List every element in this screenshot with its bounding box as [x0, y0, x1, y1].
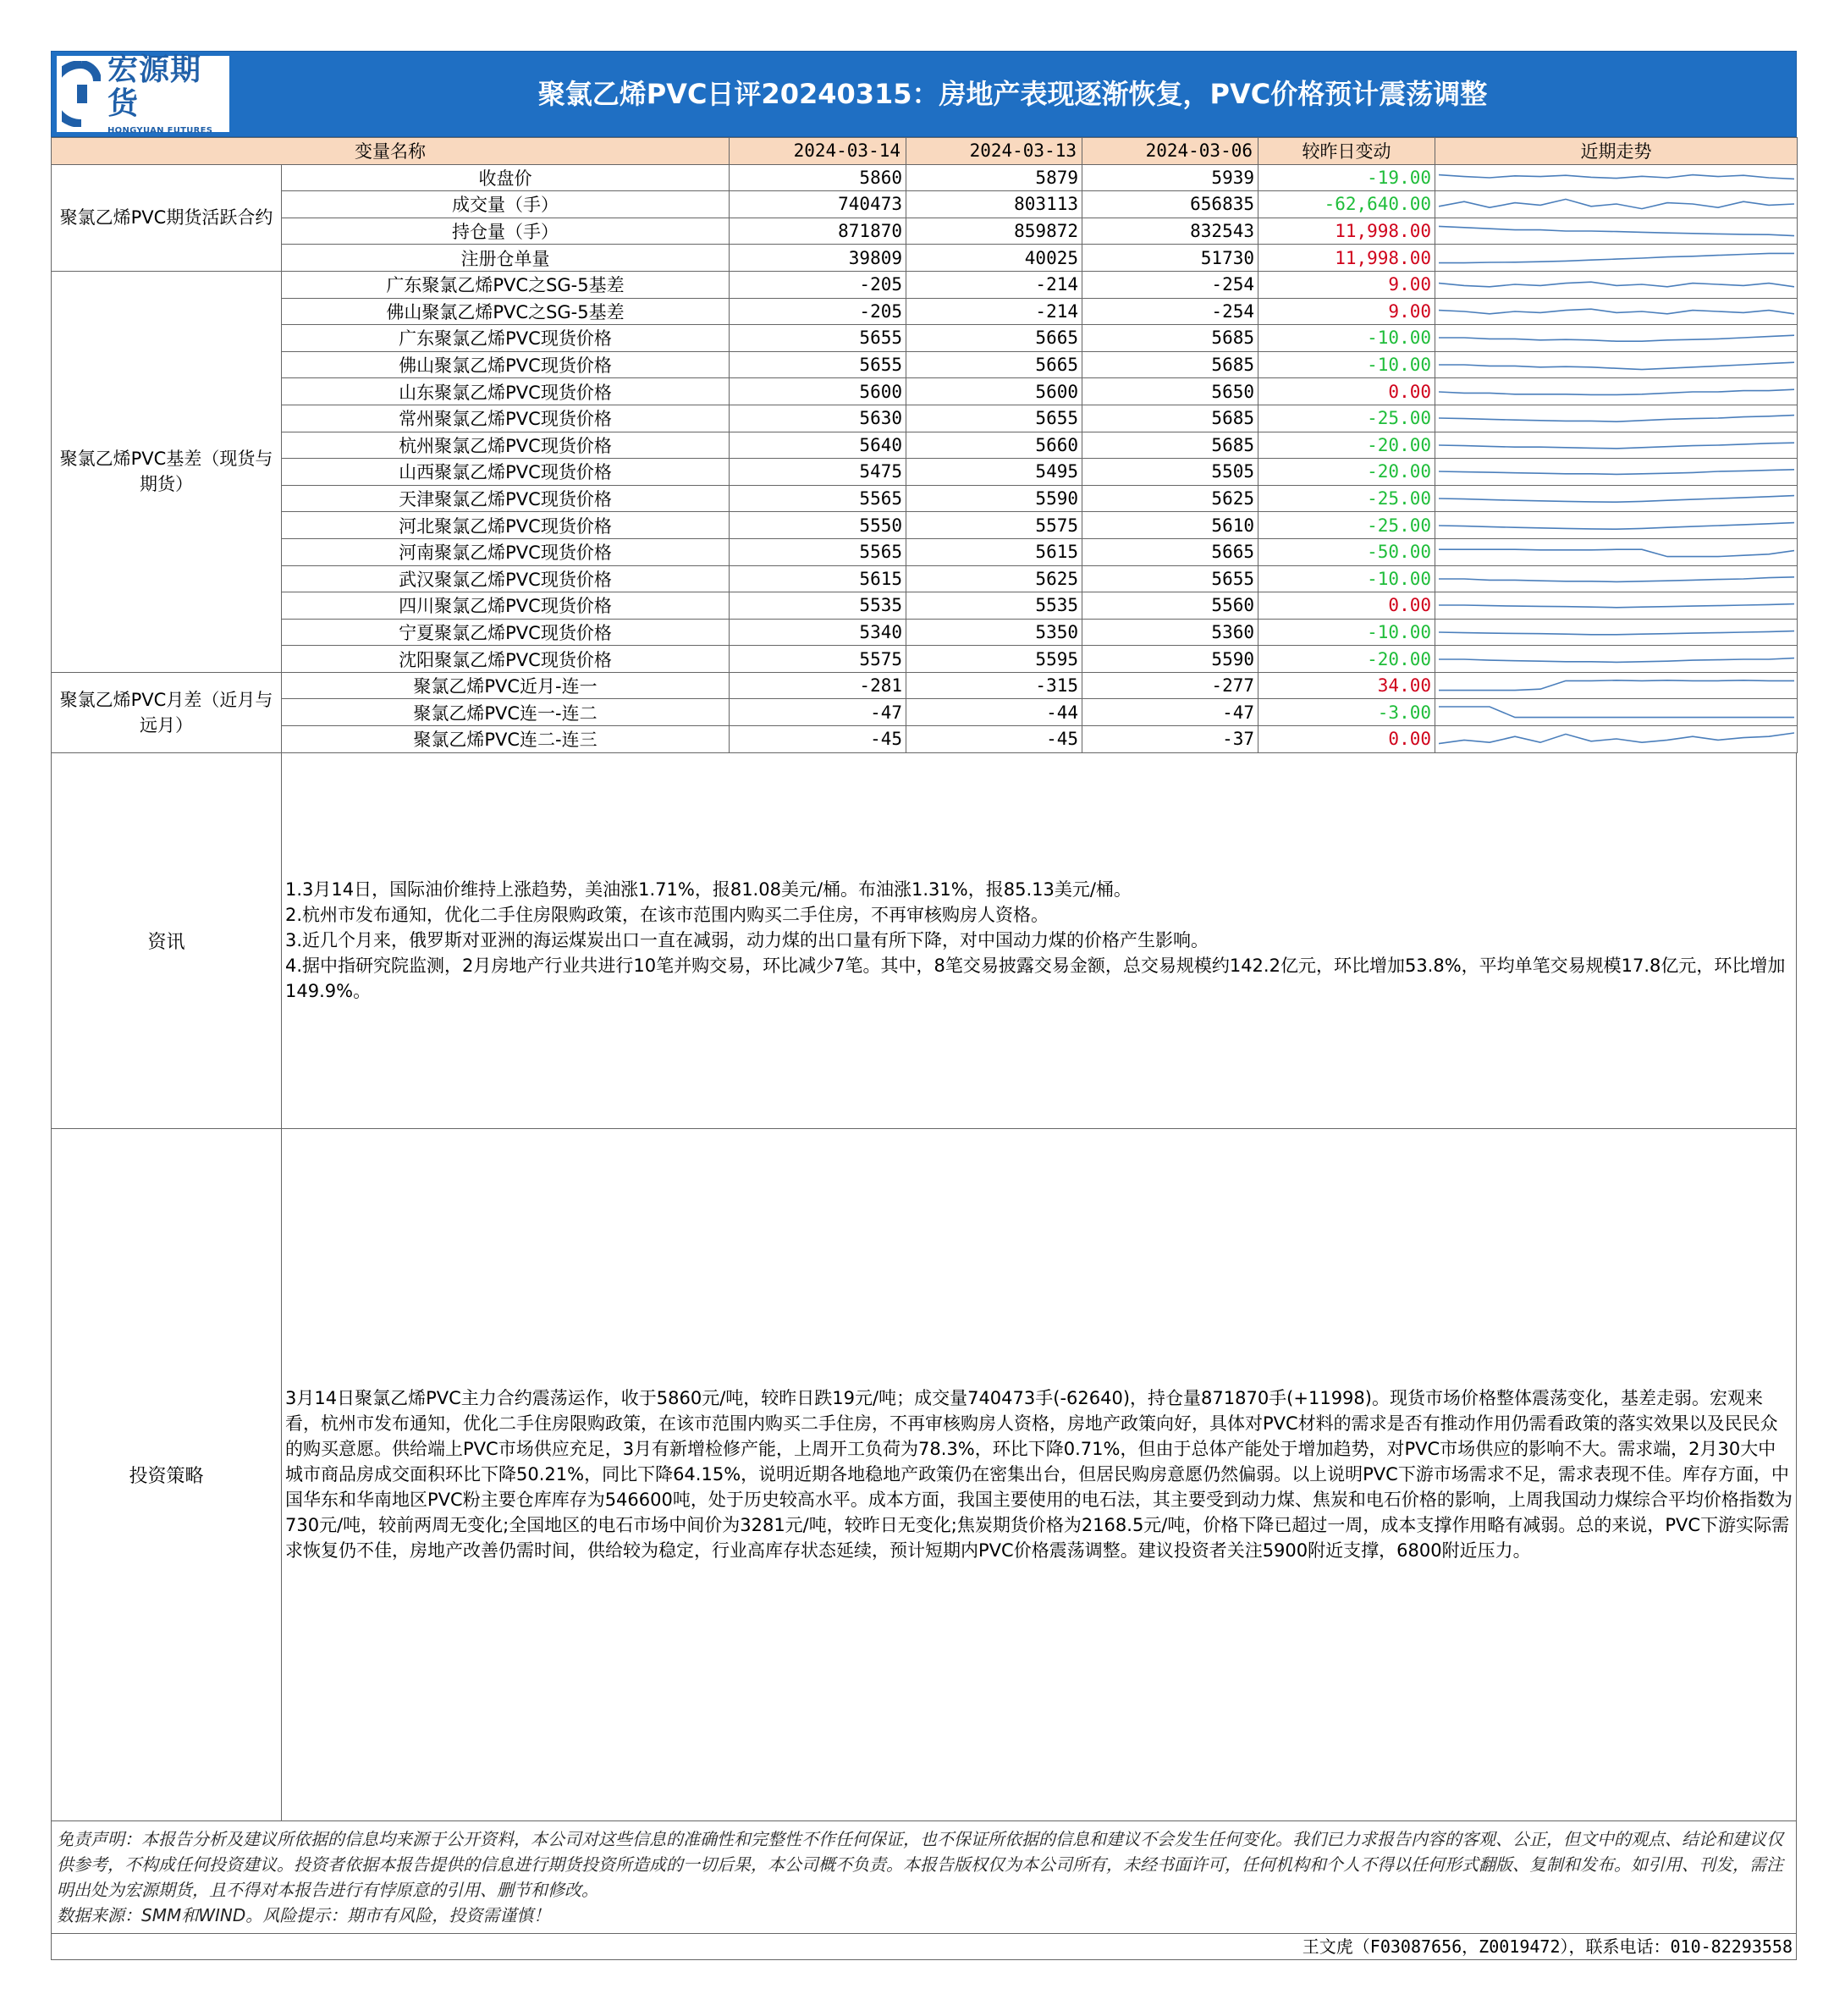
- row-name: 山西聚氯乙烯PVC现货价格: [282, 459, 730, 486]
- row-name: 沈阳聚氯乙烯PVC现货价格: [282, 646, 730, 673]
- value-date-2: 5879: [906, 164, 1082, 191]
- value-date-2: 5595: [906, 646, 1082, 673]
- news-item: 1.3月14日，国际油价维持上涨趋势，美油涨1.71%，报81.08美元/桶。布油涨1.31%，报85.13美元/桶。: [285, 879, 1132, 901]
- col-header-date-3: 2024-03-06: [1082, 138, 1258, 165]
- value-change: -25.00: [1258, 512, 1435, 539]
- value-date-1: 39809: [730, 245, 906, 272]
- value-change: 9.00: [1258, 298, 1435, 325]
- trend-line: [1439, 733, 1794, 744]
- trend-line: [1439, 253, 1794, 262]
- table-row: [52, 512, 1798, 539]
- trend-sparkline: [1435, 351, 1798, 378]
- value-date-1: 5535: [730, 592, 906, 620]
- trend-sparkline: [1435, 646, 1798, 673]
- value-date-3: -277: [1082, 672, 1258, 699]
- value-date-3: 5625: [1082, 485, 1258, 512]
- news-item: 4.据中指研究院监测，2月房地产行业共进行10笔并购交易，环比减少7笔。其中，8笔交易披露交易金额，总交易规模约142.2亿元，环比增加53.8%，平均单笔交易规模17.8亿元，环比增加149.9%。: [285, 956, 1786, 1002]
- table-row: [52, 164, 1798, 191]
- value-date-1: -205: [730, 271, 906, 298]
- value-change: 9.00: [1258, 271, 1435, 298]
- value-date-2: 5600: [906, 378, 1082, 405]
- value-date-2: -315: [906, 672, 1082, 699]
- value-date-1: -45: [730, 726, 906, 753]
- table-row: [52, 699, 1798, 726]
- value-date-1: 5565: [730, 538, 906, 565]
- value-date-2: 5660: [906, 432, 1082, 459]
- trend-sparkline: [1435, 325, 1798, 352]
- col-header-change: 较昨日变动: [1258, 138, 1435, 165]
- row-name: 四川聚氯乙烯PVC现货价格: [282, 592, 730, 620]
- trend-sparkline: [1435, 699, 1798, 726]
- value-date-2: 5350: [906, 619, 1082, 646]
- table-row: [52, 619, 1798, 646]
- trend-line: [1439, 309, 1794, 314]
- value-date-2: -45: [906, 726, 1082, 753]
- trend-sparkline: [1435, 672, 1798, 699]
- news-item: 3.近几个月来，俄罗斯对亚洲的海运煤炭出口一直在减弱，动力煤的出口量有所下降，对中国动力煤的价格产生影响。: [285, 930, 1209, 951]
- value-date-2: 5590: [906, 485, 1082, 512]
- table-row: [52, 378, 1798, 405]
- indicator-table: [51, 137, 1798, 753]
- value-date-2: 40025: [906, 245, 1082, 272]
- trend-line: [1439, 389, 1794, 394]
- row-name: 广东聚氯乙烯PVC之SG-5基差: [282, 271, 730, 298]
- row-name: 杭州聚氯乙烯PVC现货价格: [282, 432, 730, 459]
- row-name: 宁夏聚氯乙烯PVC现货价格: [282, 619, 730, 646]
- strategy-section: [51, 1129, 1797, 1821]
- value-date-1: 5565: [730, 485, 906, 512]
- strategy-content: [285, 1385, 1793, 1563]
- group-label: 聚氯乙烯PVC期货活跃合约: [52, 164, 282, 271]
- trend-line: [1439, 470, 1794, 475]
- table-row: [52, 646, 1798, 673]
- value-change: -10.00: [1258, 565, 1435, 592]
- trend-sparkline: [1435, 218, 1798, 245]
- value-date-3: 5685: [1082, 351, 1258, 378]
- trend-sparkline: [1435, 298, 1798, 325]
- value-change: -10.00: [1258, 325, 1435, 352]
- value-date-1: 740473: [730, 191, 906, 218]
- row-name: 天津聚氯乙烯PVC现货价格: [282, 485, 730, 512]
- value-change: -10.00: [1258, 351, 1435, 378]
- value-date-3: 5685: [1082, 405, 1258, 432]
- value-change: -20.00: [1258, 459, 1435, 486]
- table-row: [52, 191, 1798, 218]
- value-change: -20.00: [1258, 646, 1435, 673]
- report-sheet: [51, 51, 1797, 1960]
- trend-line: [1439, 226, 1794, 235]
- trend-line: [1439, 336, 1794, 342]
- row-name: 收盘价: [282, 164, 730, 191]
- value-change: -19.00: [1258, 164, 1435, 191]
- value-change: -25.00: [1258, 405, 1435, 432]
- trend-sparkline: [1435, 191, 1798, 218]
- trend-sparkline: [1435, 565, 1798, 592]
- trend-sparkline: [1435, 378, 1798, 405]
- value-date-1: 5630: [730, 405, 906, 432]
- value-date-3: -254: [1082, 298, 1258, 325]
- value-date-1: 5860: [730, 164, 906, 191]
- row-name: 聚氯乙烯PVC近月-连一: [282, 672, 730, 699]
- value-change: -10.00: [1258, 619, 1435, 646]
- trend-sparkline: [1435, 405, 1798, 432]
- trend-line: [1439, 200, 1794, 209]
- value-change: -25.00: [1258, 485, 1435, 512]
- value-date-1: 871870: [730, 218, 906, 245]
- analyst-contact: 王文虎（F03087656，Z0019472），联系电话：010-82293558: [51, 1933, 1797, 1960]
- trend-sparkline: [1435, 538, 1798, 565]
- trend-line: [1439, 604, 1794, 608]
- company-logo: [57, 52, 229, 135]
- value-date-3: -47: [1082, 699, 1258, 726]
- trend-sparkline: [1435, 726, 1798, 753]
- group-label: 聚氯乙烯PVC月差（近月与远月）: [52, 672, 282, 752]
- trend-sparkline: [1435, 164, 1798, 191]
- value-date-1: -281: [730, 672, 906, 699]
- value-date-1: 5655: [730, 351, 906, 378]
- value-date-3: -254: [1082, 271, 1258, 298]
- value-date-2: 5535: [906, 592, 1082, 620]
- row-name: 持仓量（手）: [282, 218, 730, 245]
- trend-sparkline: [1435, 619, 1798, 646]
- value-date-3: 5939: [1082, 164, 1258, 191]
- trend-line: [1439, 443, 1794, 449]
- row-name: 武汉聚氯乙烯PVC现货价格: [282, 565, 730, 592]
- value-change: 0.00: [1258, 592, 1435, 620]
- news-item: 2.杭州市发布通知，优化二手住房限购政策，在该市范围内购买二手住房，不再审核购房人资格。: [285, 905, 1049, 926]
- news-label: 资讯: [52, 753, 282, 1128]
- value-date-3: -37: [1082, 726, 1258, 753]
- trend-line: [1439, 174, 1794, 179]
- trend-line: [1439, 282, 1794, 287]
- row-name: 聚氯乙烯PVC连二-连三: [282, 726, 730, 753]
- col-header-trend: 近期走势: [1435, 138, 1798, 165]
- trend-line: [1439, 549, 1794, 556]
- value-date-2: 5665: [906, 325, 1082, 352]
- logo-mark-icon: [62, 61, 101, 127]
- value-date-3: 5685: [1082, 325, 1258, 352]
- value-date-3: 832543: [1082, 218, 1258, 245]
- table-row: [52, 459, 1798, 486]
- table-row: [52, 298, 1798, 325]
- news-section: [51, 753, 1797, 1129]
- row-name: 河南聚氯乙烯PVC现货价格: [282, 538, 730, 565]
- trend-sparkline: [1435, 459, 1798, 486]
- value-date-1: 5575: [730, 646, 906, 673]
- trend-line: [1439, 362, 1794, 369]
- value-date-2: -214: [906, 271, 1082, 298]
- trend-line: [1439, 658, 1794, 662]
- col-header-date-2: 2024-03-13: [906, 138, 1082, 165]
- trend-line: [1439, 416, 1794, 422]
- strategy-text: 3月14日聚氯乙烯PVC主力合约震荡运作，收于5860元/吨，较昨日跌19元/吨；成交量740473手(-62640)，持仓量871870手(+11998)。现货市场价格整体震荡变化，基差走弱。宏观来看，杭州市发布通知，优化二手住房限购政策，在该市范围内购买二手住房，不再审核购房人资格，房地产政策向好，具体对PVC材料的需求是否有推动作用仍需看政策的落实效果以及民民众的购买意愿。供给端上PVC市场供应充足，3月有新增检修产能，上周开工负荷为78.3%，环比下降0.71%，但由于总体产能处于增加趋势，对PVC市场供应的影响不大。需求端，2月30大中城市商品房成交面积环比下降50.21%，同比下降64.15%，说明近期各地稳地产政策仍在密集出台，但居民购房意愿仍然偏弱。以上说明PVC下游市场需求不足，需求表现不佳。库存方面，中国华东和华南地区PVC粉主要仓库库存为546600吨，处于历史较高水平。成本方面，我国主要使用的电石法，其主要受到动力煤、焦炭和电石价格的影响，上周我国动力煤综合平均价格指数为730元/吨，较前两周无变化;全国地区的电石市场中间价为3281元/吨，较昨日无变化;焦炭期货价格为2168.5元/吨，价格下降已超过一周，成本支撑作用略有减弱。总的来说，PVC下游实际需求恢复仍不佳，房地产改善仍需时间，供给较为稳定，行业高库存状态延续，预计短期内PVC价格震荡调整。建议投资者关注5900附近支撑，6800附近压力。: [285, 1388, 1793, 1562]
- value-change: 0.00: [1258, 726, 1435, 753]
- report-title: 聚氯乙烯PVC日评20240315：房地产表现逐渐恢复，PVC价格预计震荡调整: [537, 78, 1488, 110]
- trend-sparkline: [1435, 512, 1798, 539]
- value-date-3: 5685: [1082, 432, 1258, 459]
- trend-sparkline: [1435, 485, 1798, 512]
- value-date-1: 5640: [730, 432, 906, 459]
- value-date-1: -47: [730, 699, 906, 726]
- report-header: [51, 51, 1797, 137]
- row-name: 佛山聚氯乙烯PVC之SG-5基差: [282, 298, 730, 325]
- value-change: 0.00: [1258, 378, 1435, 405]
- value-date-2: 859872: [906, 218, 1082, 245]
- value-change: -3.00: [1258, 699, 1435, 726]
- value-date-1: 5475: [730, 459, 906, 486]
- trend-line: [1439, 577, 1794, 582]
- value-change: 34.00: [1258, 672, 1435, 699]
- disclaimer-text: 免责声明：本报告分析及建议所依据的信息均来源于公开资料，本公司对这些信息的准确性和完整性不作任何保证，也不保证所依据的信息和建议不会发生任何变化。我们已力求报告内容的客观、公正，但文中的观点、结论和建议仅供参考，不构成任何投资建议。投资者依据本报告提供的信息进行期货投资所造成的一切后果，本公司概不负责。本报告版权仅为本公司所有，未经书面许可，任何机构和个人不得以任何形式翻版、复制和发布。如引用、刊发，需注明出处为宏源期货，且不得对本报告进行有悖原意的引用、删节和修改。: [57, 1828, 1783, 1900]
- value-date-2: 5655: [906, 405, 1082, 432]
- value-date-1: 5550: [730, 512, 906, 539]
- table-row: [52, 565, 1798, 592]
- value-date-3: 5610: [1082, 512, 1258, 539]
- value-date-1: -205: [730, 298, 906, 325]
- row-name: 常州聚氯乙烯PVC现货价格: [282, 405, 730, 432]
- table-row: [52, 405, 1798, 432]
- value-date-3: 5590: [1082, 646, 1258, 673]
- col-header-date-1: 2024-03-14: [730, 138, 906, 165]
- value-date-3: 5360: [1082, 619, 1258, 646]
- row-name: 成交量（手）: [282, 191, 730, 218]
- table-row: [52, 325, 1798, 352]
- trend-sparkline: [1435, 245, 1798, 272]
- strategy-label: 投资策略: [52, 1129, 282, 1820]
- row-name: 河北聚氯乙烯PVC现货价格: [282, 512, 730, 539]
- value-date-3: 5560: [1082, 592, 1258, 620]
- trend-sparkline: [1435, 592, 1798, 620]
- trend-line: [1439, 522, 1794, 529]
- value-date-1: 5600: [730, 378, 906, 405]
- table-row: [52, 271, 1798, 298]
- value-date-3: 5655: [1082, 565, 1258, 592]
- value-date-1: 5340: [730, 619, 906, 646]
- table-row: [52, 592, 1798, 620]
- value-change: -62,640.00: [1258, 191, 1435, 218]
- table-row: [52, 351, 1798, 378]
- value-date-2: 5665: [906, 351, 1082, 378]
- col-header-name: 变量名称: [52, 138, 730, 165]
- group-label: 聚氯乙烯PVC基差（现货与期货）: [52, 271, 282, 672]
- table-row: [52, 538, 1798, 565]
- data-source-text: 数据来源：SMM和WIND。风险提示：期市有风险，投资需谨慎！: [57, 1904, 551, 1925]
- value-date-2: -44: [906, 699, 1082, 726]
- logo-en-text: HONGYUAN FUTURES: [107, 125, 213, 135]
- trend-line: [1439, 631, 1794, 635]
- value-change: -50.00: [1258, 538, 1435, 565]
- value-date-2: 5625: [906, 565, 1082, 592]
- value-change: -20.00: [1258, 432, 1435, 459]
- value-date-3: 51730: [1082, 245, 1258, 272]
- value-change: 11,998.00: [1258, 245, 1435, 272]
- value-date-3: 5505: [1082, 459, 1258, 486]
- value-date-2: 5575: [906, 512, 1082, 539]
- row-name: 广东聚氯乙烯PVC现货价格: [282, 325, 730, 352]
- value-date-1: 5615: [730, 565, 906, 592]
- trend-sparkline: [1435, 432, 1798, 459]
- table-row: [52, 218, 1798, 245]
- table-row: [52, 485, 1798, 512]
- trend-line: [1439, 707, 1794, 718]
- value-date-3: 5650: [1082, 378, 1258, 405]
- news-content: [285, 877, 1793, 1004]
- table-row: [52, 432, 1798, 459]
- table-row: [52, 245, 1798, 272]
- value-date-2: 803113: [906, 191, 1082, 218]
- row-name: 佛山聚氯乙烯PVC现货价格: [282, 351, 730, 378]
- value-date-1: 5655: [730, 325, 906, 352]
- column-header-row: [52, 138, 1798, 165]
- value-date-2: 5495: [906, 459, 1082, 486]
- table-row: [52, 672, 1798, 699]
- disclaimer: [51, 1821, 1797, 1933]
- value-change: 11,998.00: [1258, 218, 1435, 245]
- trend-sparkline: [1435, 271, 1798, 298]
- value-date-3: 656835: [1082, 191, 1258, 218]
- trend-line: [1439, 680, 1794, 691]
- value-date-2: -214: [906, 298, 1082, 325]
- row-name: 山东聚氯乙烯PVC现货价格: [282, 378, 730, 405]
- value-date-3: 5665: [1082, 538, 1258, 565]
- trend-line: [1439, 496, 1794, 503]
- value-date-2: 5615: [906, 538, 1082, 565]
- row-name: 注册仓单量: [282, 245, 730, 272]
- table-row: [52, 726, 1798, 753]
- logo-cn-text: 宏源期货: [107, 52, 202, 121]
- row-name: 聚氯乙烯PVC连一-连二: [282, 699, 730, 726]
